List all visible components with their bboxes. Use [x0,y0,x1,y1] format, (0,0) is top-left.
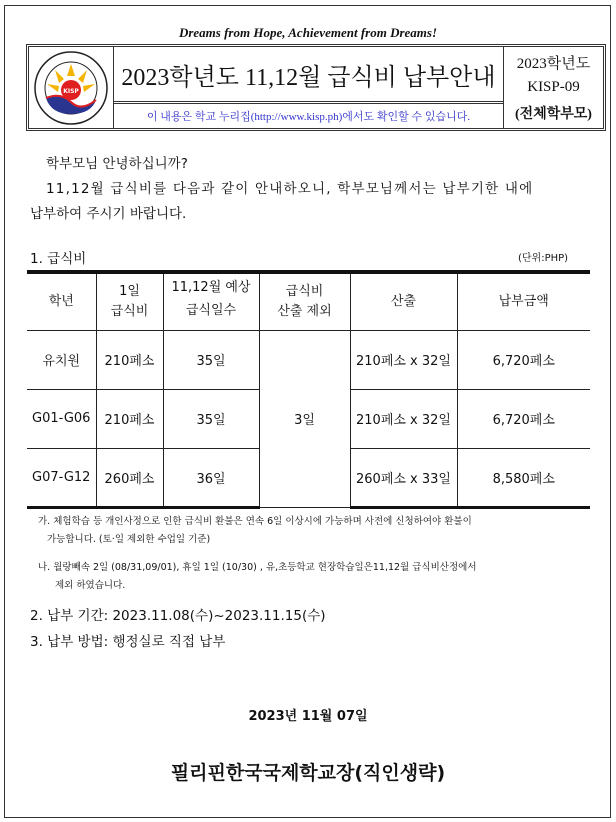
audience: (전체학부모) [515,106,592,122]
header-daily: 1일 급식비 [96,272,163,330]
table-header-row [27,272,590,330]
document-title: 2023학년도 11,12월 급식비 납부안내 [114,47,503,104]
intro-line-2: 납부하여 주시기 바랍니다. [30,206,187,222]
website-notice: 이 내용은 학교 누리집(http://www.kisp.ph)에서도 확인할 수 있습니다. [146,111,471,123]
school-logo [29,47,114,128]
cell-days: 35일 [163,389,259,448]
cell-daily: 210페소 [96,389,163,448]
header-amount: 납부금액 [457,272,590,330]
kisp-logo-icon [33,50,109,126]
unit-label: (단위:PHP) [518,253,569,264]
issue-date: 2023년 11월 07일 [248,709,368,724]
cell-calc: 210페소 x 32일 [350,389,457,448]
document-code: KISP-09 [527,79,580,96]
payment-period: 2. 납부 기간: 2023.11.08(수)~2023.11.15(수) [30,608,326,624]
cell-amount: 6,720페소 [457,330,590,389]
note-a-line-1: 가. 체험학습 등 개인사정으로 인한 급식비 환불은 연속 6일 이상시에 가능하며 사전에 신청하여야 환불이 [38,516,472,527]
motto: Dreams from Hope, Achievement from Dreams! [178,25,438,40]
header-days: 11,12월 예상 급식일수 [163,272,259,330]
cell-calc: 210페소 x 32일 [350,330,457,389]
cell-grade: G01-G06 [27,389,96,448]
cell-days: 36일 [163,448,259,507]
cell-excluded: 3일 [259,330,350,507]
cell-grade: 유치원 [27,330,96,389]
cell-daily: 210페소 [96,330,163,389]
school-year: 2023학년도 [516,56,591,73]
svg-text:KISP: KISP [63,87,79,95]
greeting: 학부모님 안녕하십니까? [46,156,188,172]
principal-signature: 필리핀한국국제학교장(직인생략) [170,762,446,784]
note-a-line-2: 가능합니다. (토·일 제외한 수업일 기준) [47,534,211,545]
header-box [26,44,606,131]
payment-method: 3. 납부 방법: 행정실로 직접 납부 [30,634,226,650]
intro-line-1: 11,12월 급식비를 다음과 같이 안내하오니, 학부모님께서는 납부기한 내에 [46,181,534,197]
cell-amount: 6,720페소 [457,389,590,448]
header-calc: 산출 [350,272,457,330]
header-excluded: 급식비 산출 제외 [259,272,350,330]
cell-grade: G07-G12 [27,448,96,507]
note-b-line-1: 나. 월랑빼속 2일 (08/31,09/01), 휴일 1일 (10/30) , 유,초등학교 현장학습일은11,12월 급식비산정에서 [38,562,477,573]
cell-days: 35일 [163,330,259,389]
note-b-line-2: 제외 하였습니다. [55,580,126,591]
header-grade: 학년 [27,272,96,330]
cell-daily: 260페소 [96,448,163,507]
section-title: 1. 급식비 [30,251,87,267]
cell-calc: 260페소 x 33일 [350,448,457,507]
table-row [27,330,590,389]
cell-amount: 8,580페소 [457,448,590,507]
meal-fee-table [27,270,590,509]
